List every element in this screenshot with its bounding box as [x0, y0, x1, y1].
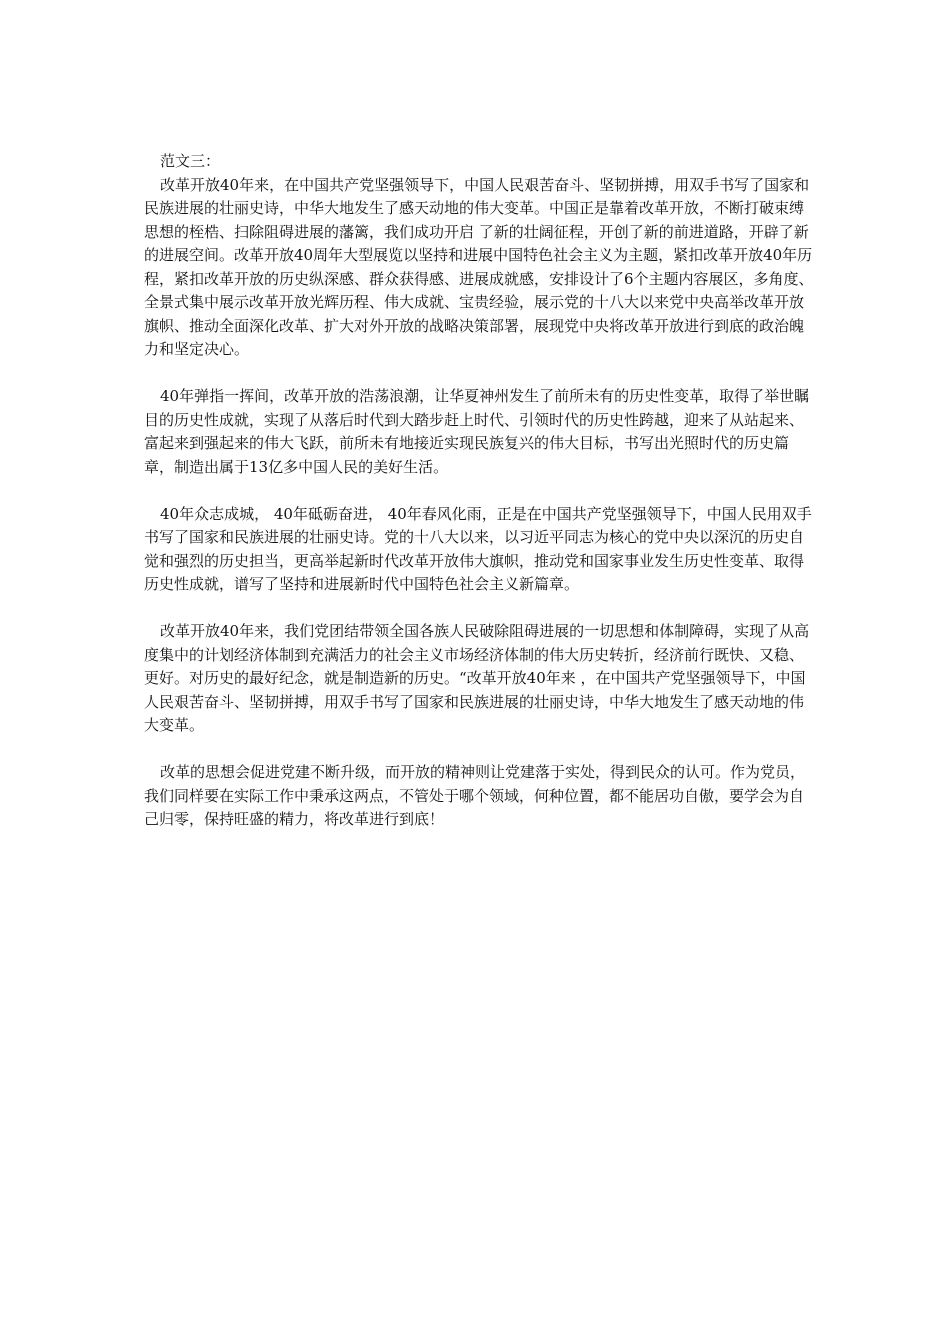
paragraph-2: 40年弹指一挥间，改革开放的浩荡浪潮，让华夏神州发生了前所未有的历史性变革，取得了举世瞩目的历史性成就，实现了从落后时代到大踏步赶上时代、引领时代的历史性跨越，迎来了从站起来、富起来到强起来的伟大飞跃，前所未有地接近实现民族复兴的伟大目标，书写出光照时代的历史篇章，制造出属于13亿多中国人民的美好生活。 [144, 387, 810, 476]
paragraph-3: 40年众志成城， 40年砥砺奋进， 40年春风化雨，正是在中国共产党坚强领导下，中国人民用双手书写了国家和民族进展的壮丽史诗。党的十八大以来，以习近平同志为核心的党中央以深沉的历史自觉和强烈的历史担当，更高举起新时代改革开放伟大旗帜，推动党和国家事业发生历史性变革、取得历史性成就，谱写了坚持和进展新时代中国特色社会主义新篇章。 [144, 504, 812, 593]
paragraph-5: 改革的思想会促进党建不断升级，而开放的精神则让党建落于实处，得到民众的认可。作为党员，我们同样要在实际工作中秉承这两点，不管处于哪个领域，何种位置，都不能居功自傲，要学会为自己归零，保持旺盛的精力，将改革进行到底！ [144, 763, 806, 828]
paragraph-4: 改革开放40年来，我们党团结带领全国各族人民破除阻碍进展的一切思想和体制障碍，实现了从高度集中的计划经济体制到充满活力的社会主义市场经济体制的伟大历史转折，经济前行既快、又稳、更好。对历史的最好纪念，就是制造新的历史。“改革开放40年来 ，在中国共产党坚强领导下，中国人民艰苦奋斗、坚韧拼搏，用双手书写了国家和民族进展的壮丽史诗，中华大地发生了感天动地的伟大变革。 [144, 622, 810, 734]
document-body [144, 150, 816, 855]
section-heading: 范文三： [160, 152, 221, 170]
paragraph-1: 改革开放40年来，在中国共产党坚强领导下，中国人民艰苦奋斗、坚韧拼搏，用双手书写了国家和民族进展的壮丽史诗，中华大地发生了感天动地的伟大变革。中国正是靠着改革开放，不断打破束缚思想的桎梏、扫除阻碍进展的藩篱，我们成功开启 了新的壮阔征程，开创了新的前进道路，开辟了新的进展空间。改革开放40周年大型展览以坚持和进展中国特色社会主义为主题，紧扣改革开放40年历程，紧扣改革开放的历史纵深感、群众获得感、进展成就感，安排设计了6个主题内容展区，多角度、全景式集中展示改革开放光辉历程、伟大成就、宝贵经验，展示党的十八大以来党中央高举改革开放旗帜、推动全面深化改革、扩大对外开放的战略决策部署，展现党中央将改革开放进行到底的政治魄力和坚定决心。 [144, 175, 814, 358]
